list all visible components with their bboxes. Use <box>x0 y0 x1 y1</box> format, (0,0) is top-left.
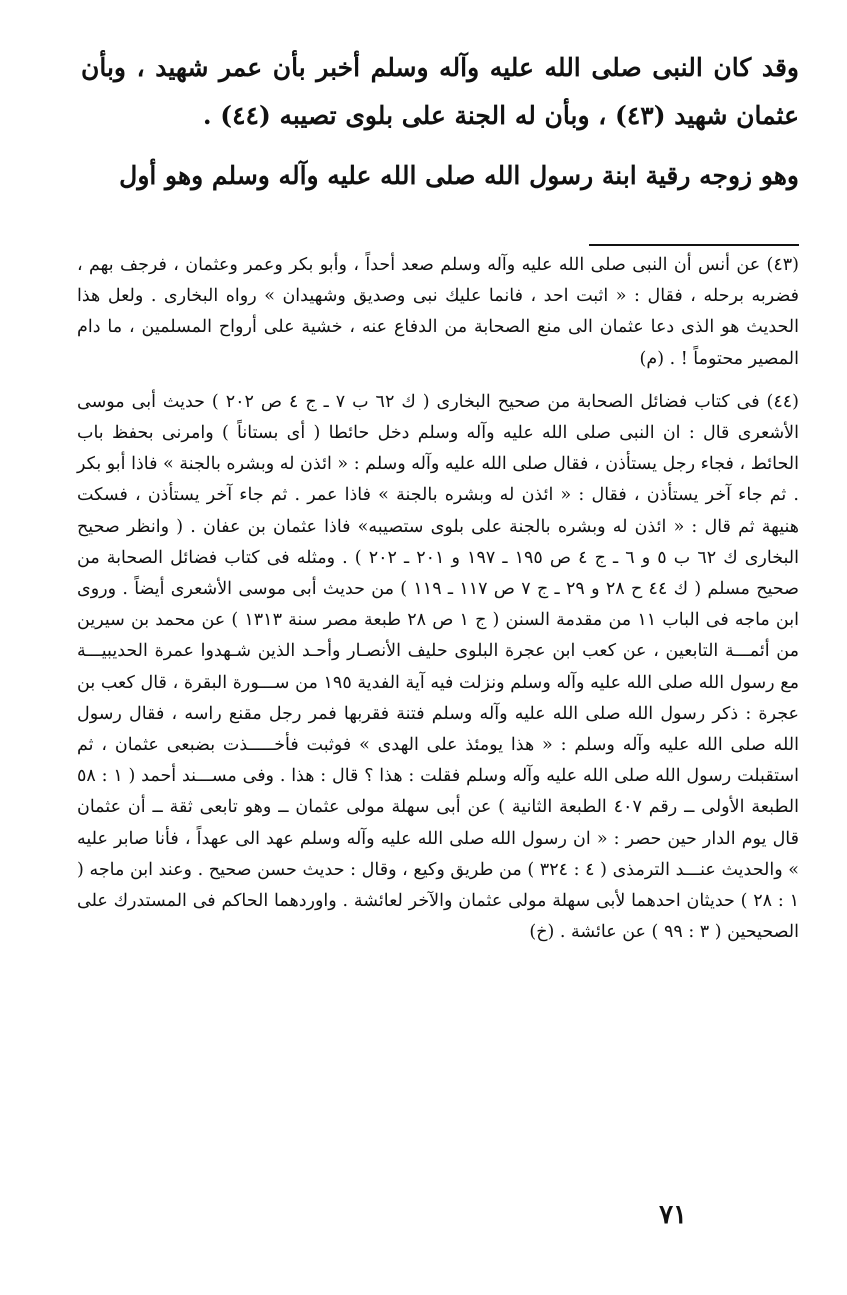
footnote-44: (٤٤) فى كتاب فضائل الصحابة من صحيح البخارى ( ك ٦٢ ب ٧ ـ ج ٤ ص ٢٠٢ ) حديث أبى موسى الأشعرى قال : ان النبى صلى الله عليه وآله وسلم دخل حائطا ( أى بستاناً ) وامرنى بحفظ باب الحائط ، فجاء رجل يستأذن ، فقال صلى الله عليه وآله وسلم : « ائذن له وبشره بالجنة » فاذا أبو بكر . ثم جاء آخر يستأذن ، فقال : « ائذن له وبشره بالجنة » فاذا عمر . ثم جاء آخر يستأذن ، فسكت هنيهة ثم قال : « ائذن له وبشره بالجنة على بلوى ستصيبه» فاذا عثمان بن عفان . ( وانظر صحيح البخارى ك ٦٢ ب ٥ و ٦ ـ ج ٤ ص ١٩٥ ـ ١٩٧ و ٢٠١ ـ ٢٠٢ ) . ومثله فى كتاب فضائل الصحابة من صحيح مسلم ( ك ٤٤ ح ٢٨ و ٢٩ ـ ج ٧ ص ١١٧ ـ ١١٩ ) من حديث أبى موسى الأشعرى أيضاً . وروى ابن ماجه فى الباب ١١ من مقدمة السنن ( ج ١ ص ٢٨ طبعة مصر سنة ١٣١٣ ) عن محمد بن سيرين من أئمـــة التابعين ، عن كعب ابن عجرة البلوى حليف الأنصـار وأحـد الذين شـهدوا عمرة الحديبيـــة مع رسول الله صلى الله عليه وآله وسلم ونزلت فيه آية الفدية ١٩٥ من ســـورة البقرة ، قال كعب بن عجرة : ذكر رسول الله صلى الله عليه وآله وسلم فتنة فقربها فمر رجل مقنع راسه ، فقال رسول الله صلى الله عليه وآله وسلم : « هذا يومئذ على الهدى » فوثبت فأخـــــذت بضبعى عثمان ، ثم استقبلت رسول الله صلى الله عليه وآله وسلم فقلت : هذا ؟ قال : هذا . وفى مســـند أحمد ( ١ : ٥٨ الطبعة الأولى ــ رقم ٤٠٧ الطبعة الثانية ) عن أبى سهلة مولى عثمان ــ وهو تابعى ثقة ــ أن عثمان قال يوم الدار حين حصر : « ان رسول الله صلى الله عليه وآله وسلم عهد الى عهداً ، فأنا صابر عليه » والحديث عنـــد الترمذى ( ٤ : ٣٢٤ ) من طريق وكيع ، وقال : حديث حسن صحيح . وعند ابن ماجه ( ١ : ٢٨ ) حديثان احدهما لأبى سهلة مولى عثمان والآخر لعائشة . واوردهما الحاكم فى المستدرك على الصحيحين ( ٣ : ٩٩ ) عن عائشة . (خ) <box>77 391 799 943</box>
main-paragraph-2: وهو زوجه رقية ابنة رسول الله صلى الله عليه وآله وسلم وهو أول <box>119 161 799 190</box>
footnote-separator <box>589 244 799 246</box>
page-number: ٧١ <box>659 1200 687 1230</box>
main-paragraph-1: وقد كان النبى صلى الله عليه وآله وسلم أخبر بأن عمر شهيد ، وبأن عثمان شهيد (٤٣) ، وبأن له الجنة على بلوى تصيبه (٤٤) . <box>81 53 799 130</box>
footnote-43: (٤٣) عن أنس أن النبى صلى الله عليه وآله وسلم صعد أحداً ، وأبو بكر وعمر وعثمان ، فرجف بهم ، فضربه برحله ، فقال : « اثبت احد ، فانما عليك نبى وصديق وشهيدان » رواه البخارى . ولعل هذا الحديث هو الذى دعا عثمان الى منع الصحابة من الدفاع عنه ، خشية على أرواح المسلمين ، ما دام المصير محتوماً ! . (م) <box>77 255 799 369</box>
footnotes <box>77 250 799 960</box>
